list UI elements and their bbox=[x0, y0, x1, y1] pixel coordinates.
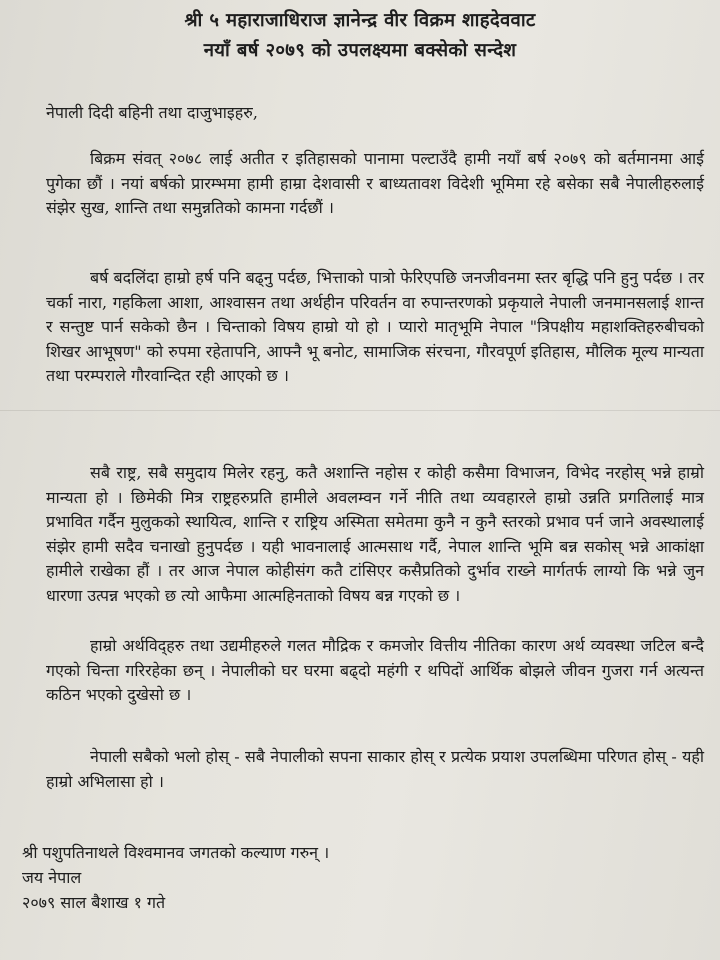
paragraph-5: नेपाली सबैको भलो होस् - सबै नेपालीको सपना साकार होस् र प्रत्येक प्रयाश उपलब्धिमा परिणत होस् - यही हाम्रो अभिलासा हो । bbox=[46, 747, 704, 791]
paragraph-2: बर्ष बदलिंदा हाम्रो हर्ष पनि बढ्नु पर्दछ, भित्ताको पात्रो फेरिएपछि जनजीवनमा स्तर बृद्धि पनि हुनु पर्दछ । तर चर्का नारा, गहकिला आशा, आश्वासन तथा अर्थहीन परिवर्तन वा रुपान्तरणको प्रकृयाले नेपाली जनमानसलाई शान्त र सन्तुष्ट पार्न सकेको छैन । चिन्ताको विषय हाम्रो यो हो । प्यारो मातृभूमि नेपाल "त्रिपक्षीय महाशक्तिहरुबीचको शिखर आभूषण" को रुपमा रहेतापनि, आफ्नै भू बनोट, सामाजिक संरचना, गौरवपूर्ण इतिहास, मौलिक मूल्य मान्यता तथा परम्पराले गौरवान्दित रही आएको छ । bbox=[46, 268, 704, 385]
salutation: नेपाली दिदी बहिनी तथा दाजुभाइहरु, bbox=[46, 103, 258, 122]
paper-fold-line bbox=[0, 410, 720, 411]
paragraph-1: बिक्रम संवत् २०७८ लाई अतीत र इतिहासको पानामा पल्टाउँदै हामी नयाँ बर्ष २०७९ को बर्तमानमा आई पुगेका छौं । नयां बर्षको प्रारम्भमा हामी हाम्रा देशवासी र बाध्यतावश विदेशी भूमिमा रहे बसेका सबै नेपालीहरुलाई संझेर सुख, शान्ति तथा समुन्नतिको कामना गर्दछौं । bbox=[46, 149, 704, 217]
closing-date: २०७९ साल बैशाख १ गते bbox=[22, 893, 166, 912]
document-title bbox=[0, 6, 720, 66]
closing-blessing: श्री पशुपतिनाथले विश्वमानव जगतको कल्याण गरुन् । bbox=[22, 843, 330, 862]
closing-block bbox=[22, 840, 329, 915]
title-line-1: श्री ५ महाराजाधिराज ज्ञानेन्द्र वीर विक्रम शाहदेववाट bbox=[184, 10, 536, 31]
closing-slogan: जय नेपाल bbox=[22, 868, 82, 887]
title-line-2: नयाँ बर्ष २०७९ को उपलक्ष्यमा बक्सेको सन्देश bbox=[203, 40, 517, 61]
paragraph-4: हाम्रो अर्थविद्हरु तथा उद्यमीहरुले गलत मौद्रिक र कमजोर वित्तीय नीतिका कारण अर्थ व्यवस्था जटिल बन्दै गएको चिन्ता गरिरहेका छन् । नेपालीको घर घरमा बढ्दो महंगी र थपिदों आर्थिक बोझले जीवन गुजरा गर्न अत्यन्त कठिन भएको दुखेसो छ । bbox=[46, 636, 704, 704]
paragraph-3: सबै राष्ट्र, सबै समुदाय मिलेर रहनु, कतै अशान्ति नहोस र कोही कसैमा विभाजन, विभेद नरहोस् भन्ने हाम्रो मान्यता हो । छिमेकी मित्र राष्ट्रहरुप्रति हामीले अवलम्वन गर्ने नीति तथा व्यवहारले हाम्रो उन्नति प्रगतिलाई मात्र प्रभावित गर्दैन मुलुकको स्थायित्व, शान्ति र राष्ट्रिय अस्मिता समेतमा कुनै न कुनै स्तरको प्रभाव पर्न जाने अवस्थालाई संझेर हामी सदैव चनाखो हुनुपर्दछ । यही भावनालाई आत्मसाथ गर्दै, नेपाल शान्ति भूमि बन्न सकोस् भन्ने आकांक्षा हामीले राखेका हौं । तर आज नेपाल कोहीसंग कतै टांसिएर कसैप्रतिको दुर्भाव राख्ने मार्गतर्फ लाग्यो कि भन्ने जुन धारणा उत्पन्न भएको छ त्यो आफैमा आत्महिनताको विषय बन्न गएको छ । bbox=[46, 463, 704, 605]
